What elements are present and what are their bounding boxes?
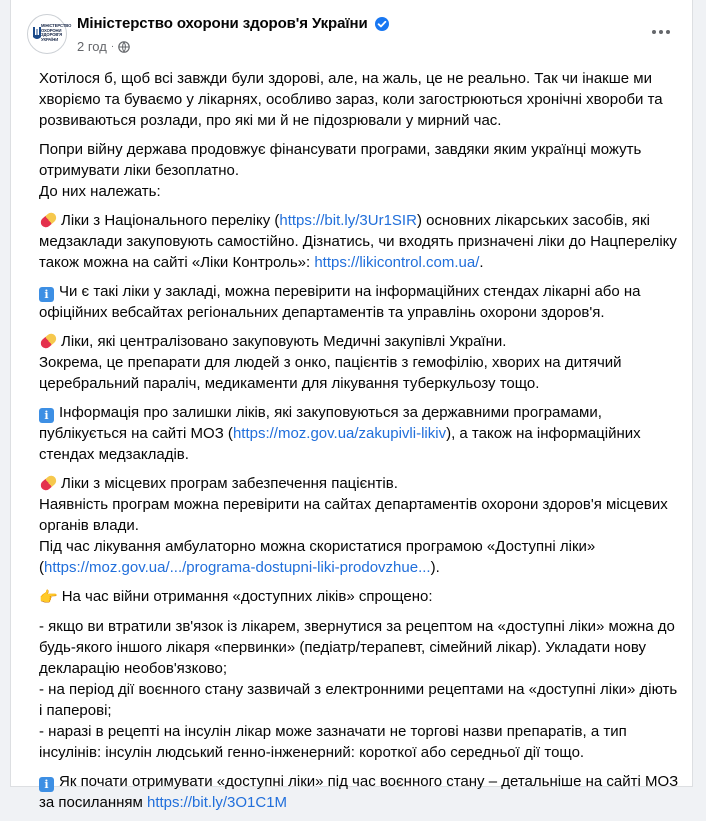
page-name-link[interactable]: Міністерство охорони здоров'я України — [77, 15, 368, 32]
paren: ). — [430, 559, 440, 576]
pill-icon — [39, 332, 58, 351]
link-text: https://moz.gov.ua/.../programa-dostupni-liki-prodovzhue... — [44, 559, 431, 576]
text: Як почати отримувати «доступні ліки» під час воєнного стану – детальніше на сайті МОЗ за посиланням — [39, 773, 679, 811]
text: Під час лікування амбулаторно можна скористатися програмою «Доступні ліки» — [39, 538, 596, 555]
page-avatar[interactable] — [27, 14, 72, 54]
avatar-logo-text: МІНІСТЕРСТВО ОХОРОНИ ЗДОРОВ'Я УКРАЇНИ — [41, 23, 72, 42]
paragraph-check-availability — [39, 281, 679, 323]
paragraph-central-procurement — [39, 331, 679, 394]
bullet-item: - наразі в рецепті на інсулін лікар може зазначати не торгові назви препаратів, а тип інсулінів: інсулін людський генно-інженерний: короткої або середньої дії тощо. — [39, 723, 627, 761]
bullet-item: - якщо ви втратили зв'язок із лікарем, звернутися за рецептом на «доступні ліки» можна до будь-якого іншого лікаря «первинки» (педіатр/терапевт, сімейний лікар). Укладати нову декларацію необов'язково; — [39, 618, 675, 677]
paragraph-stock-info — [39, 402, 679, 465]
info-icon: i — [39, 287, 54, 302]
paragraph-bullets — [39, 616, 679, 763]
text: Зокрема, це препарати для людей з онко, пацієнтів з гемофілію, хворих на дитячий церебральний параліч, медикаменти для лікування туберкульозу тощо. — [39, 354, 622, 392]
paren: ( — [39, 559, 44, 576]
text: ), а також на інформаційних стендах медзакладів. — [39, 425, 641, 463]
post-card — [10, 0, 693, 811]
meta-separator: · — [110, 41, 115, 52]
info-icon: i — [39, 408, 54, 423]
dot-icon — [666, 30, 670, 34]
paragraph-funding — [39, 139, 679, 202]
dostupni-liki-link[interactable] — [39, 559, 440, 576]
text: Інформація про залишки ліків, які закуповуються за державними програмами, публікується на сайті МОЗ ( — [39, 404, 602, 442]
text: . — [479, 254, 484, 271]
funding-text: Попри війну держава продовжує фінансувати програми, завдяки яким українці можуть отримувати ліки безоплатно. — [39, 141, 642, 179]
text: Чи є такі ліки у закладі, можна перевірити на інформаційних стендах лікарні або на офіційних вебсайтах регіональних департаментів та управлінь охорони здоров'я. — [39, 283, 641, 321]
pill-icon — [39, 474, 58, 493]
dot-icon — [659, 30, 663, 34]
paragraph-national-list — [39, 210, 679, 273]
text: ) основних лікарських засобів, які медзаклади закуповують самостійно. Дізнатись, чи входять призначені ліки до Нацпереліку також можна на сайті «Ліки Контроль»: — [39, 212, 677, 271]
text: На час війни отримання «доступних ліків» спрощено: — [61, 588, 433, 605]
funding-list-intro: До них належать: — [39, 183, 161, 200]
national-list-link[interactable]: https://bit.ly/3Ur1SIR — [279, 212, 417, 229]
moz-zakupivli-link[interactable]: https://moz.gov.ua/zakupivli-likiv — [232, 425, 447, 442]
likicontrol-link[interactable]: https://likicontrol.com.ua/ — [314, 254, 480, 271]
text: Ліки з Національного переліку ( — [61, 212, 280, 229]
bullet-item: - на період дії воєнного стану зазвичай з електронними рецептами на «доступні ліки» діють і паперові; — [39, 681, 678, 719]
text: Ліки з місцевих програм забезпечення пацієнтів. — [61, 475, 398, 492]
bitly-link[interactable]: https://bit.ly/3O1C1M — [147, 794, 288, 811]
info-icon: i — [39, 777, 54, 792]
paragraph-how-to-start — [39, 771, 679, 813]
pointing-hand-icon: 👉 — [39, 589, 58, 606]
verified-badge-icon — [374, 16, 390, 32]
pill-icon — [39, 211, 58, 230]
more-options-button[interactable] — [644, 20, 678, 44]
post-timestamp[interactable]: 2 год — [77, 39, 107, 54]
dot-icon — [652, 30, 656, 34]
paragraph-intro: Хотілося б, щоб всі завжди були здорові, але, на жаль, це не реально. Так чи інакше ми хворіємо та буваємо у лікарнях, особливо зараз, коли загострюються хронічні хвороби та розвиваються розлади, про які ми й не підозрювали у мирний час. — [39, 70, 663, 129]
text: Ліки, які централізовано закуповують Медичні закупівлі України. — [61, 333, 507, 350]
paragraph-wartime — [39, 586, 679, 608]
post-header — [27, 10, 680, 60]
paragraph-local-programs — [39, 473, 679, 578]
globe-icon[interactable] — [118, 41, 130, 53]
text: Наявність програм можна перевірити на сайтах департаментів охорони здоров'я місцевих органів влади. — [39, 496, 668, 534]
post-body — [39, 68, 679, 821]
